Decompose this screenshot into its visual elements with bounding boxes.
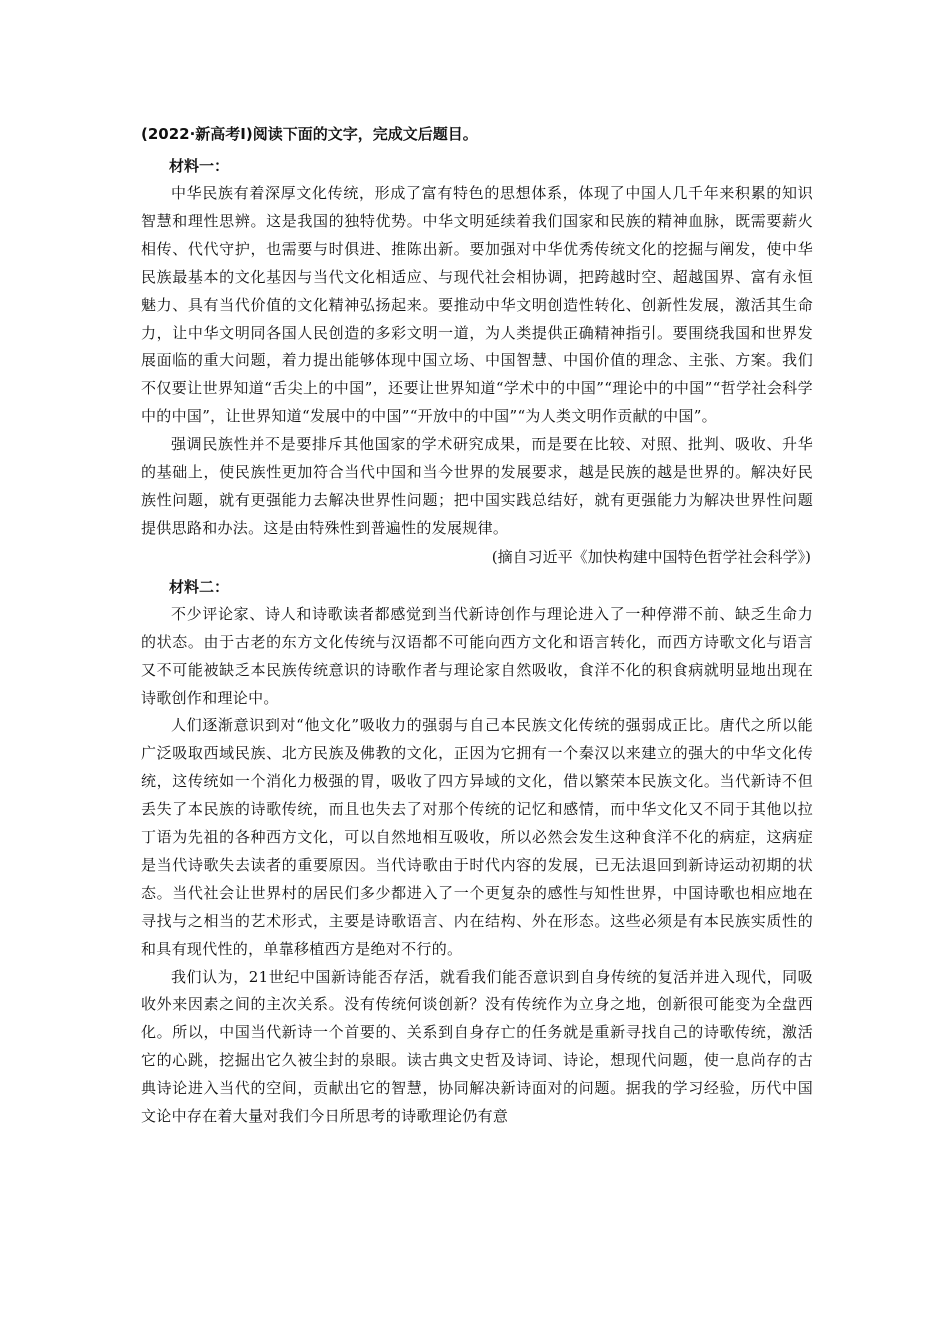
material-1-paragraph: 中华民族有着深厚文化传统，形成了富有特色的思想体系，体现了中国人几千年来积累的知识智慧和理性思辨。这是我国的独特优势。中华文明延续着我们国家和民族的精神血脉，既需要薪火相传、代代守护，也需要与时俱进、推陈出新。要加强对中华优秀传统文化的挖掘与阐发，使中华民族最基本的文化基因与当代文化相适应、与现代社会相协调，把跨越时空、超越国界、富有永恒魅力、具有当代价值的文化精神弘扬起来。要推动中华文明创造性转化、创新性发展，激活其生命力，让中华文明同各国人民创造的多彩文明一道，为人类提供正确精神指引。要围绕我国和世界发展面临的重大问题，着力提出能够体现中国立场、中国智慧、中国价值的理念、主张、方案。我们不仅要让世界知道“舌尖上的中国”，还要让世界知道“学术中的中国”“理论中的中国”“哲学社会科学中的中国”，让世界知道“发展中的中国”“开放中的中国”“为人类文明作贡献的中国”。 — [141, 184, 813, 426]
material-2-paragraph: 不少评论家、诗人和诗歌读者都感觉到当代新诗创作与理论进入了一种停滞不前、缺乏生命力的状态。由于古老的东方文化传统与汉语都不可能向西方文化和语言转化，而西方诗歌文化与语言又不可能被缺乏本民族传统意识的诗歌作者与理论家自然吸收，食洋不化的积食病就明显地出现在诗歌创作和理论中。 — [141, 604, 813, 707]
material-2-paragraph: 我们认为，21世纪中国新诗能否存活，就看我们能否意识到自身传统的复活并进入现代，同吸收外来因素之间的主次关系。没有传统何谈创新？没有传统作为立身之地，创新很可能变为全盘西化。所以，中国当代新诗一个首要的、关系到自身存亡的任务就是重新寻找自己的诗歌传统，激活它的心跳，挖掘出它久被尘封的泉眼。读古典文史哲及诗词、诗论，想现代问题，使一息尚存的古典诗论进入当代的空间，贡献出它的智慧，协同解决新诗面对的问题。据我的学习经验，历代中国文论中存在着大量对我们今日所思考的诗歌理论仍有意 — [141, 967, 813, 1126]
material-2-label: 材料二： — [169, 577, 230, 596]
document-body — [141, 120, 813, 1131]
material-1-source: (摘自习近平《加快构建中国特色哲学社会科学》) — [491, 547, 811, 566]
question-heading: (2022·新高考Ⅰ)阅读下面的文字，完成文后题目。 — [141, 125, 478, 143]
material-1-label: 材料一： — [169, 157, 230, 175]
material-2-paragraph: 人们逐渐意识到对“他文化”吸收力的强弱与自己本民族文化传统的强弱成正比。唐代之所以能广泛吸取西域民族、北方民族及佛教的文化，正因为它拥有一个秦汉以来建立的强大的中华文化传统，这传统如一个消化力极强的胃，吸收了四方异域的文化，借以繁荣本民族文化。当代新诗不但丢失了本民族的诗歌传统，而且也失去了对那个传统的记忆和感情，而中华文化又不同于其他以拉丁语为先祖的各种西方文化，可以自然地相互吸收，所以必然会发生这种食洋不化的病症，这病症是当代诗歌失去读者的重要原因。当代诗歌由于时代内容的发展，已无法退回到新诗运动初期的状态。当代社会让世界村的居民们多少都进入了一个更复杂的感性与知性世界，中国诗歌也相应地在寻找与之相当的艺术形式，主要是诗歌语言、内在结构、外在形态。这些必须是有本民族实质性的和具有现代性的，单靠移植西方是绝对不行的。 — [141, 716, 813, 958]
material-1-paragraph: 强调民族性并不是要排斥其他国家的学术研究成果，而是要在比较、对照、批判、吸收、升华的基础上，使民族性更加符合当代中国和当今世界的发展要求，越是民族的越是世界的。解决好民族性问题，就有更强能力去解决世界性问题；把中国实践总结好，就有更强能力为解决世界性问题提供思路和办法。这是由特殊性到普遍性的发展规律。 — [141, 435, 813, 537]
